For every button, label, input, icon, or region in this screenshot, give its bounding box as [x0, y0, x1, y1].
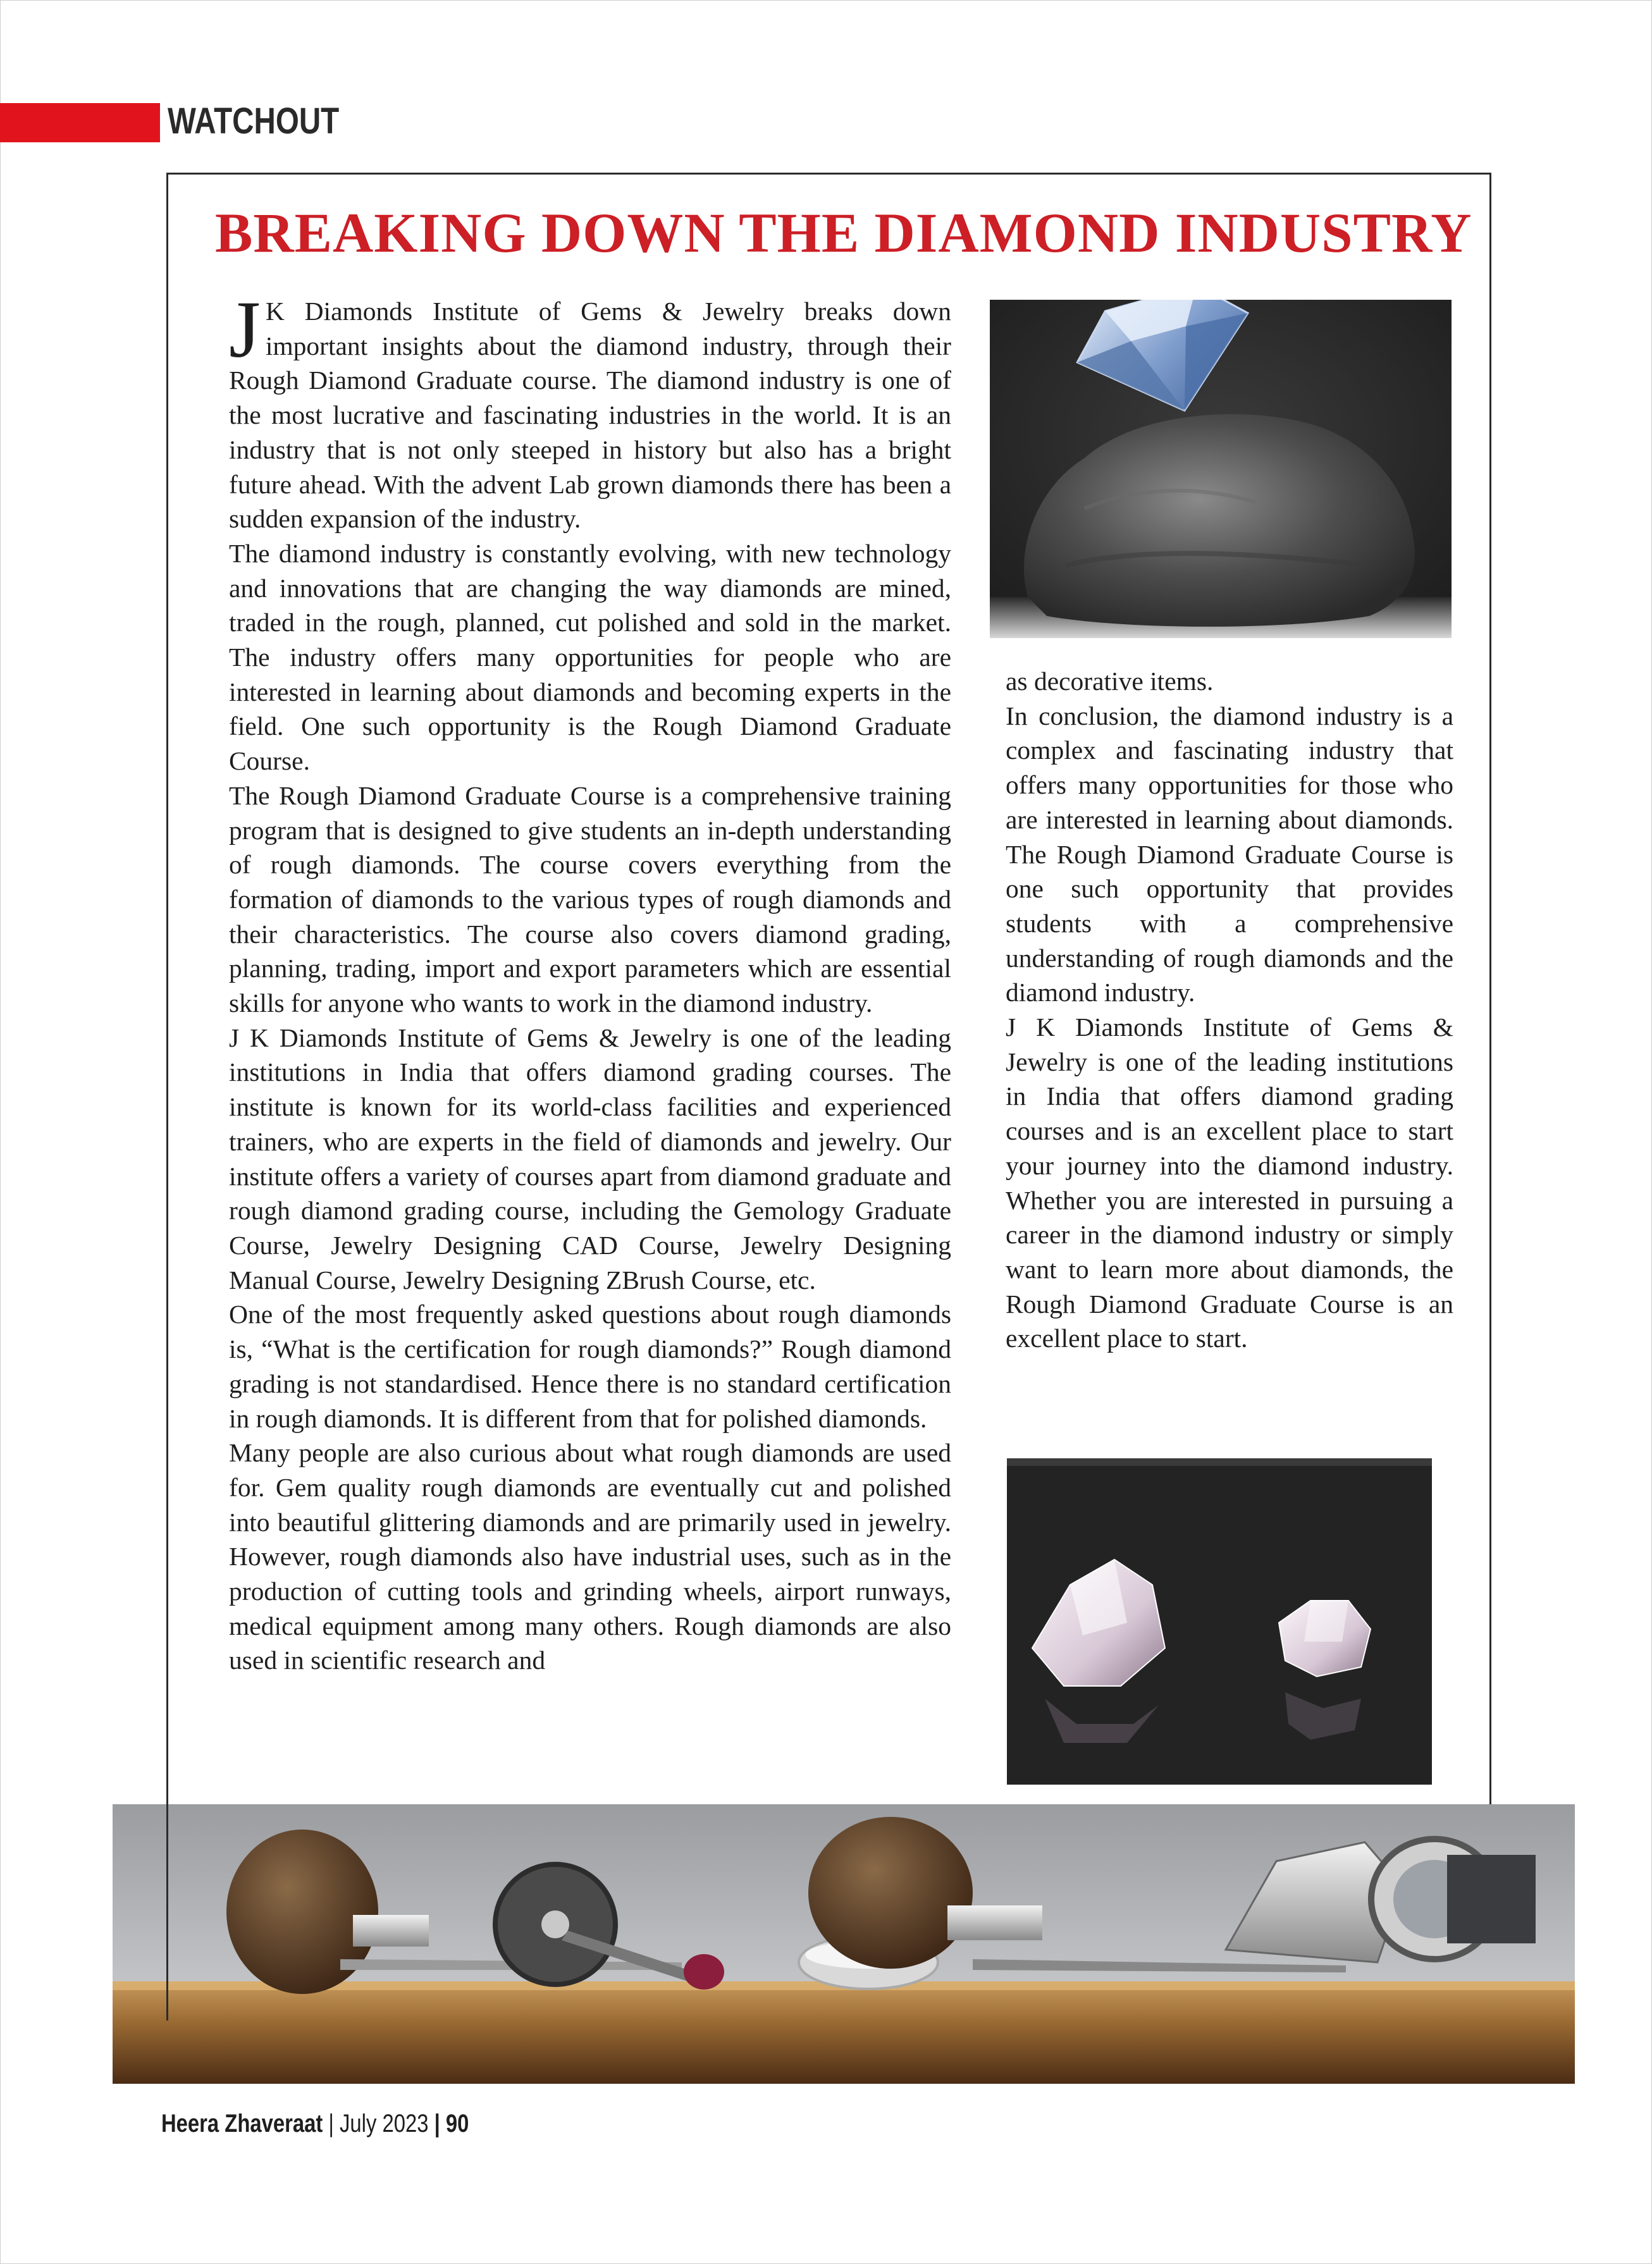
page-footer: [161, 2110, 469, 2138]
jewelry-tools-image: [113, 1804, 1575, 2084]
article-paragraph: J K Diamonds Institute of Gems & Jewelry is one of the leading institutions in India that offers diamond grading courses. The institute is known for its world-class facilities and experienced trainers, who are experts in the field of diamonds and jewelry. Our institute offers a variety of courses apart from diamond graduate and rough diamond grading course, including the Gemology Graduate Course, Jewelry Designing CAD Course, Jewelry Designing Manual Course, Jewelry Designing ZBrush Course, etc.: [229, 1023, 951, 1295]
footer-page-number: 90: [445, 2110, 469, 2138]
dropcap: J: [229, 285, 261, 374]
article-paragraph: Many people are also curious about what rough diamonds are used for. Gem quality rough diamonds are eventually cut and polished into beautiful glittering diamonds and are primarily used in jewelry. However, rough diamonds also have industrial uses, such as in the production of cutting tools and grinding wheels, airport runways, medical equipment among many others. Rough diamonds are also used in scientific research and: [229, 1438, 951, 1675]
article-paragraph: The diamond industry is constantly evolving, with new technology and innovations that are changing the way diamonds are mined, traded in the rough, planned, cut polished and sold in the market. The industry offers many opportunities for people who are interested in learning about diamonds and becoming experts in the field. One such opportunity is the Rough Diamond Graduate Course.: [229, 538, 951, 776]
frame-rule: [166, 278, 168, 575]
article-paragraph: One of the most frequently asked questions about rough diamonds is, “What is the certification for rough diamonds?” Rough diamond grading is not standardised. Hence there is no standard certification in rough diamonds. It is different from that for polished diamonds.: [229, 1300, 951, 1433]
article-paragraph: In conclusion, the diamond industry is a complex and fascinating industry that offers many opportunities for those who are interested in learning about diamonds. The Rough Diamond Graduate Course is one such opportunity that provides students with a comprehensive understanding of rough diamonds and the diamond industry.: [1006, 701, 1453, 1007]
footer-issue: July 2023: [340, 2110, 429, 2138]
article-headline: BREAKING DOWN THE DIAMOND INDUSTRY: [215, 202, 1472, 264]
diamond-on-rock-image: [990, 300, 1452, 638]
article-paragraph: [229, 285, 951, 536]
article-right-column: [1006, 664, 1453, 1356]
frame-rule: [166, 1584, 168, 2021]
footer-separator: |: [328, 2110, 334, 2138]
article-left-column: [229, 285, 951, 1777]
section-label: WATCHOUT: [168, 101, 340, 142]
footer-magazine-name: Heera Zhaveraat: [161, 2110, 323, 2138]
section-accent-bar: [0, 103, 160, 142]
rough-crystals-image: [1007, 1458, 1432, 1785]
footer-separator: |: [434, 2110, 440, 2138]
article-paragraph-text: K Diamonds Institute of Gems & Jewelry breaks down important insights about the diamond industry, through their Rough Diamond Graduate course. The diamond industry is one of the most lucrative and fascinating industries in the world. It is an industry that is not only steeped in history but also has a bright future ahead. With the advent Lab grown diamonds there has been a sudden expansion of the industry.: [229, 297, 951, 534]
article-paragraph: as decorative items.: [1006, 667, 1214, 696]
article-paragraph: The Rough Diamond Graduate Course is a comprehensive training program that is designed to give students an in-depth understanding of rough diamonds. The course covers everything from the formation of diamonds to the various types of rough diamonds and their characteristics. The course also covers diamond grading, planning, trading, import and export parameters which are essential skills for anyone who wants to work in the diamond industry.: [229, 780, 951, 1018]
article-paragraph: J K Diamonds Institute of Gems & Jewelry is one of the leading institutions in India that offers diamond grading courses and is an excellent place to start your journey into the diamond industry. Whether you are interested in pursuing a career in the diamond industry or simply want to learn more about diamonds, the Rough Diamond Graduate Course is an excellent place to start.: [1006, 1012, 1453, 1353]
